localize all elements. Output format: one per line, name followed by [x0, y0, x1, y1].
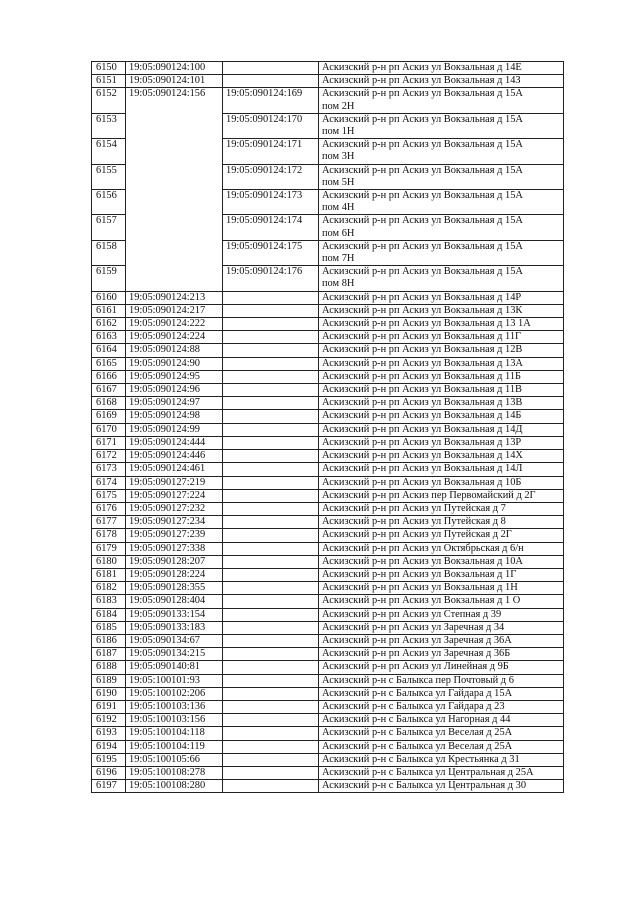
address-cell	[319, 113, 564, 138]
row-number: 6170	[92, 423, 126, 436]
address-line: Аскизский р-н рп Аскиз ул Вокзальная д 15А	[322, 88, 523, 100]
sub-cadastral-number	[223, 621, 319, 634]
address-line: Аскизский р-н рп Аскиз ул Вокзальная д 15А	[322, 266, 523, 278]
table-row	[92, 648, 564, 661]
row-number: 6191	[92, 700, 126, 713]
cadastral-number: 19:05:090127:232	[126, 502, 223, 515]
row-number: 6172	[92, 450, 126, 463]
row-number: 6195	[92, 753, 126, 766]
cadastral-number: 19:05:100103:136	[126, 700, 223, 713]
address-line: Аскизский р-н рп Аскиз ул Заречная д 36Б	[322, 648, 511, 660]
table-row	[92, 502, 564, 515]
document-page	[91, 61, 563, 793]
address-cell	[319, 215, 564, 240]
row-number: 6190	[92, 687, 126, 700]
address-cell	[319, 266, 564, 291]
row-number: 6193	[92, 727, 126, 740]
sub-cadastral-number: 19:05:090124:170	[223, 113, 319, 138]
address-cell	[319, 463, 564, 476]
sub-cadastral-number	[223, 740, 319, 753]
address-cell	[319, 582, 564, 595]
table-row	[92, 190, 564, 215]
address-cell	[319, 700, 564, 713]
table-row	[92, 700, 564, 713]
cadastral-number: 19:05:090124:88	[126, 344, 223, 357]
address-line: Аскизский р-н с Балыкса ул Нагорная д 44	[322, 714, 511, 726]
sub-cadastral-number	[223, 384, 319, 397]
sub-cadastral-number: 19:05:090124:174	[223, 215, 319, 240]
address-cell	[319, 634, 564, 647]
address-cell	[319, 190, 564, 215]
sub-cadastral-number: 19:05:090124:173	[223, 190, 319, 215]
row-number: 6173	[92, 463, 126, 476]
sub-cadastral-number	[223, 344, 319, 357]
address-cell	[319, 344, 564, 357]
cadastral-number: 19:05:100101:93	[126, 674, 223, 687]
sub-cadastral-number	[223, 318, 319, 331]
table-row	[92, 489, 564, 502]
row-number: 6196	[92, 766, 126, 779]
cadastral-number: 19:05:100103:156	[126, 714, 223, 727]
table-row	[92, 780, 564, 793]
sub-cadastral-number	[223, 568, 319, 581]
address-cell	[319, 753, 564, 766]
address-cell	[319, 450, 564, 463]
sub-cadastral-number	[223, 700, 319, 713]
address-cell	[319, 648, 564, 661]
sub-cadastral-number	[223, 714, 319, 727]
cadastral-number: 19:05:090124:90	[126, 357, 223, 370]
address-line: Аскизский р-н рп Аскиз ул Вокзальная д 11Г	[322, 331, 522, 343]
cadastral-number: 19:05:100104:118	[126, 727, 223, 740]
address-line: Аскизский р-н рп Аскиз ул Вокзальная д 13А	[322, 357, 523, 369]
sub-cadastral-number	[223, 463, 319, 476]
cadastral-number: 19:05:090128:224	[126, 568, 223, 581]
row-number: 6163	[92, 331, 126, 344]
sub-cadastral-number	[223, 62, 319, 75]
sub-cadastral-number	[223, 687, 319, 700]
table-row	[92, 331, 564, 344]
row-number: 6184	[92, 608, 126, 621]
address-line: Аскизский р-н рп Аскиз ул Вокзальная д 14Д	[322, 423, 523, 435]
address-line: Аскизский р-н рп Аскиз ул Линейная д 9Б	[322, 661, 509, 673]
cadastral-number: 19:05:090133:154	[126, 608, 223, 621]
cadastral-number: 19:05:090133:183	[126, 621, 223, 634]
address-line: Аскизский р-н рп Аскиз ул Степная д 39	[322, 608, 502, 620]
row-number: 6162	[92, 318, 126, 331]
sub-cadastral-number	[223, 357, 319, 370]
row-number: 6169	[92, 410, 126, 423]
row-number: 6180	[92, 555, 126, 568]
table-row	[92, 516, 564, 529]
address-cell	[319, 318, 564, 331]
address-cell	[319, 621, 564, 634]
sub-cadastral-number: 19:05:090124:172	[223, 164, 319, 189]
table-row	[92, 463, 564, 476]
address-line: Аскизский р-н с Балыкса ул Гайдара д 15А	[322, 687, 513, 699]
sub-cadastral-number	[223, 436, 319, 449]
cadastral-number: 19:05:090134:215	[126, 648, 223, 661]
address-line: Аскизский р-н рп Аскиз ул Вокзальная д 13В	[322, 397, 523, 409]
table-row	[92, 240, 564, 265]
address-cell	[319, 780, 564, 793]
address-cell	[319, 727, 564, 740]
property-register-table	[91, 61, 564, 793]
table-row	[92, 164, 564, 189]
address-cell	[319, 436, 564, 449]
cadastral-number	[126, 215, 223, 240]
address-cell	[319, 397, 564, 410]
cadastral-number	[126, 190, 223, 215]
cadastral-number: 19:05:100108:278	[126, 766, 223, 779]
sub-cadastral-number	[223, 595, 319, 608]
table-row	[92, 423, 564, 436]
address-cell	[319, 608, 564, 621]
row-number: 6151	[92, 75, 126, 88]
row-number: 6181	[92, 568, 126, 581]
address-cell	[319, 62, 564, 75]
address-cell	[319, 568, 564, 581]
sub-cadastral-number	[223, 766, 319, 779]
cadastral-number: 19:05:090124:95	[126, 370, 223, 383]
cadastral-number: 19:05:090124:217	[126, 304, 223, 317]
row-number: 6194	[92, 740, 126, 753]
address-line: Аскизский р-н рп Аскиз ул Вокзальная д 1 О	[322, 595, 521, 607]
sub-cadastral-number	[223, 634, 319, 647]
address-cell	[319, 542, 564, 555]
cadastral-number	[126, 240, 223, 265]
address-line: Аскизский р-н рп Аскиз ул Заречная д 34	[322, 621, 505, 633]
cadastral-number	[126, 113, 223, 138]
table-row	[92, 384, 564, 397]
table-row	[92, 753, 564, 766]
cadastral-number: 19:05:090124:446	[126, 450, 223, 463]
address-cell	[319, 384, 564, 397]
table-row	[92, 113, 564, 138]
cadastral-number: 19:05:090124:100	[126, 62, 223, 75]
table-row	[92, 595, 564, 608]
sub-cadastral-number	[223, 661, 319, 674]
cadastral-number: 19:05:090127:219	[126, 476, 223, 489]
table-row	[92, 621, 564, 634]
cadastral-number: 19:05:100104:119	[126, 740, 223, 753]
address-line: Аскизский р-н рп Аскиз ул Вокзальная д 15А	[322, 139, 523, 151]
sub-cadastral-number	[223, 516, 319, 529]
row-number: 6159	[92, 266, 126, 291]
sub-cadastral-number	[223, 304, 319, 317]
sub-cadastral-number	[223, 727, 319, 740]
address-cell	[319, 304, 564, 317]
address-line: пом 3Н	[322, 151, 355, 163]
address-cell	[319, 661, 564, 674]
sub-cadastral-number	[223, 291, 319, 304]
address-line: Аскизский р-н рп Аскиз ул Путейская д 2Г	[322, 529, 512, 541]
address-cell	[319, 291, 564, 304]
address-line: Аскизский р-н рп Аскиз ул Вокзальная д 13Р	[322, 436, 522, 448]
address-line: Аскизский р-н рп Аскиз ул Заречная д 36А	[322, 634, 512, 646]
table-row	[92, 291, 564, 304]
row-number: 6156	[92, 190, 126, 215]
cadastral-number: 19:05:090127:234	[126, 516, 223, 529]
row-number: 6166	[92, 370, 126, 383]
address-cell	[319, 555, 564, 568]
cadastral-number: 19:05:090124:224	[126, 331, 223, 344]
row-number: 6186	[92, 634, 126, 647]
address-line: пом 4Н	[322, 202, 355, 214]
address-cell	[319, 240, 564, 265]
address-cell	[319, 595, 564, 608]
table-row	[92, 555, 564, 568]
address-line: Аскизский р-н рп Аскиз ул Вокзальная д 11Б	[322, 370, 521, 382]
table-row	[92, 266, 564, 291]
table-row	[92, 344, 564, 357]
sub-cadastral-number	[223, 331, 319, 344]
sub-cadastral-number	[223, 489, 319, 502]
sub-cadastral-number	[223, 648, 319, 661]
address-cell	[319, 357, 564, 370]
address-line: Аскизский р-н с Балыкса пер Почтовый д 6	[322, 674, 514, 686]
cadastral-number: 19:05:090124:101	[126, 75, 223, 88]
sub-cadastral-number	[223, 529, 319, 542]
address-line: Аскизский р-н рп Аскиз ул Вокзальная д 13К	[322, 304, 523, 316]
row-number: 6176	[92, 502, 126, 515]
sub-cadastral-number	[223, 450, 319, 463]
sub-cadastral-number	[223, 410, 319, 423]
sub-cadastral-number	[223, 542, 319, 555]
cadastral-number: 19:05:090128:404	[126, 595, 223, 608]
table-row	[92, 215, 564, 240]
cadastral-number: 19:05:090124:98	[126, 410, 223, 423]
address-line: Аскизский р-н рп Аскиз ул Вокзальная д 15А	[322, 240, 523, 252]
address-cell	[319, 489, 564, 502]
table-row	[92, 139, 564, 164]
address-cell	[319, 529, 564, 542]
row-number: 6182	[92, 582, 126, 595]
table-row	[92, 529, 564, 542]
address-cell	[319, 370, 564, 383]
table-body	[92, 62, 564, 793]
address-cell	[319, 164, 564, 189]
address-cell	[319, 687, 564, 700]
table-row	[92, 674, 564, 687]
row-number: 6152	[92, 88, 126, 113]
address-cell	[319, 88, 564, 113]
table-row	[92, 450, 564, 463]
cadastral-number: 19:05:100102:206	[126, 687, 223, 700]
address-line: пом 6Н	[322, 227, 355, 239]
cadastral-number: 19:05:090127:338	[126, 542, 223, 555]
row-number: 6174	[92, 476, 126, 489]
table-row	[92, 88, 564, 113]
address-line: Аскизский р-н рп Аскиз ул Вокзальная д 15А	[322, 190, 523, 202]
row-number: 6153	[92, 113, 126, 138]
table-row	[92, 542, 564, 555]
row-number: 6189	[92, 674, 126, 687]
row-number: 6178	[92, 529, 126, 542]
address-line: Аскизский р-н рп Аскиз ул Вокзальная д 1Н	[322, 582, 518, 594]
cadastral-number: 19:05:090124:222	[126, 318, 223, 331]
sub-cadastral-number	[223, 753, 319, 766]
row-number: 6197	[92, 780, 126, 793]
table-row	[92, 397, 564, 410]
sub-cadastral-number	[223, 555, 319, 568]
cadastral-number: 19:05:090134:67	[126, 634, 223, 647]
sub-cadastral-number	[223, 75, 319, 88]
table-row	[92, 318, 564, 331]
address-line: Аскизский р-н с Балыкса ул Гайдара д 23	[322, 700, 505, 712]
address-line: Аскизский р-н с Балыкса ул Центральная д 30	[322, 780, 527, 792]
address-line: Аскизский р-н рп Аскиз ул Путейская д 8	[322, 516, 506, 528]
row-number: 6179	[92, 542, 126, 555]
sub-cadastral-number: 19:05:090124:169	[223, 88, 319, 113]
cadastral-number: 19:05:100105:66	[126, 753, 223, 766]
sub-cadastral-number	[223, 582, 319, 595]
address-line: Аскизский р-н рп Аскиз ул Вокзальная д 1Г	[322, 568, 517, 580]
address-line: пом 2Н	[322, 100, 355, 112]
sub-cadastral-number	[223, 476, 319, 489]
table-row	[92, 740, 564, 753]
table-row	[92, 568, 564, 581]
sub-cadastral-number	[223, 674, 319, 687]
cadastral-number	[126, 139, 223, 164]
cadastral-number	[126, 164, 223, 189]
address-line: Аскизский р-н с Балыкса ул Веселая д 25А	[322, 727, 513, 739]
row-number: 6157	[92, 215, 126, 240]
address-cell	[319, 740, 564, 753]
address-line: пом 5Н	[322, 176, 355, 188]
table-row	[92, 476, 564, 489]
table-row	[92, 410, 564, 423]
row-number: 6168	[92, 397, 126, 410]
address-cell	[319, 331, 564, 344]
table-row	[92, 62, 564, 75]
row-number: 6164	[92, 344, 126, 357]
address-line: Аскизский р-н рп Аскиз ул Вокзальная д 10Б	[322, 476, 522, 488]
table-row	[92, 608, 564, 621]
table-row	[92, 727, 564, 740]
sub-cadastral-number: 19:05:090124:175	[223, 240, 319, 265]
sub-cadastral-number: 19:05:090124:176	[223, 266, 319, 291]
sub-cadastral-number	[223, 502, 319, 515]
address-line: Аскизский р-н рп Аскиз ул Вокзальная д 10А	[322, 555, 523, 567]
address-line: Аскизский р-н с Балыкса ул Центральная д 25А	[322, 766, 534, 778]
address-line: Аскизский р-н рп Аскиз ул Вокзальная д 13 1А	[322, 318, 531, 330]
address-line: пом 7Н	[322, 253, 355, 265]
cadastral-number: 19:05:090128:355	[126, 582, 223, 595]
address-line: Аскизский р-н рп Аскиз ул Вокзальная д 14Х	[322, 450, 523, 462]
cadastral-number: 19:05:090124:99	[126, 423, 223, 436]
address-line: Аскизский р-н рп Аскиз ул Вокзальная д 11В	[322, 384, 522, 396]
address-cell	[319, 516, 564, 529]
table-row	[92, 714, 564, 727]
address-line: Аскизский р-н рп Аскиз ул Вокзальная д 14Е	[322, 62, 522, 73]
table-row	[92, 304, 564, 317]
cadastral-number: 19:05:100108:280	[126, 780, 223, 793]
table-row	[92, 687, 564, 700]
row-number: 6171	[92, 436, 126, 449]
address-cell	[319, 502, 564, 515]
row-number: 6150	[92, 62, 126, 75]
sub-cadastral-number: 19:05:090124:171	[223, 139, 319, 164]
address-cell	[319, 423, 564, 436]
row-number: 6175	[92, 489, 126, 502]
row-number: 6167	[92, 384, 126, 397]
cadastral-number: 19:05:090140:81	[126, 661, 223, 674]
sub-cadastral-number	[223, 423, 319, 436]
table-row	[92, 582, 564, 595]
address-line: Аскизский р-н рп Аскиз ул Вокзальная д 14Б	[322, 410, 522, 422]
sub-cadastral-number	[223, 370, 319, 383]
table-row	[92, 357, 564, 370]
address-cell	[319, 410, 564, 423]
address-line: Аскизский р-н рп Аскиз ул Вокзальная д 14З	[322, 75, 521, 87]
row-number: 6185	[92, 621, 126, 634]
address-line: пом 1Н	[322, 126, 355, 138]
row-number: 6160	[92, 291, 126, 304]
cadastral-number: 19:05:090124:97	[126, 397, 223, 410]
row-number: 6183	[92, 595, 126, 608]
address-line: Аскизский р-н рп Аскиз ул Путейская д 7	[322, 502, 506, 514]
cadastral-number: 19:05:090127:239	[126, 529, 223, 542]
address-line: Аскизский р-н рп Аскиз ул Вокзальная д 12В	[322, 344, 523, 356]
table-row	[92, 436, 564, 449]
address-line: Аскизский р-н рп Аскиз ул Вокзальная д 14Л	[322, 463, 523, 475]
row-number: 6187	[92, 648, 126, 661]
cadastral-number: 19:05:090124:461	[126, 463, 223, 476]
cadastral-number: 19:05:090128:207	[126, 555, 223, 568]
row-number: 6158	[92, 240, 126, 265]
row-number: 6165	[92, 357, 126, 370]
table-row	[92, 661, 564, 674]
row-number: 6188	[92, 661, 126, 674]
address-line: Аскизский р-н рп Аскиз пер Первомайский д 2Г	[322, 489, 536, 501]
cadastral-number: 19:05:090124:96	[126, 384, 223, 397]
row-number: 6192	[92, 714, 126, 727]
cadastral-number	[126, 266, 223, 291]
table-row	[92, 75, 564, 88]
table-row	[92, 766, 564, 779]
sub-cadastral-number	[223, 780, 319, 793]
row-number: 6177	[92, 516, 126, 529]
row-number: 6161	[92, 304, 126, 317]
sub-cadastral-number	[223, 608, 319, 621]
cadastral-number: 19:05:090124:213	[126, 291, 223, 304]
cadastral-number: 19:05:090124:444	[126, 436, 223, 449]
address-cell	[319, 139, 564, 164]
cadastral-number: 19:05:090124:156	[126, 88, 223, 113]
address-cell	[319, 75, 564, 88]
address-cell	[319, 674, 564, 687]
address-line: Аскизский р-н с Балыкса ул Веселая д 25А	[322, 740, 513, 752]
address-line: Аскизский р-н рп Аскиз ул Вокзальная д 15А	[322, 113, 523, 125]
address-line: Аскизский р-н с Балыкса ул Крестьянка д 31	[322, 753, 520, 765]
address-cell	[319, 476, 564, 489]
address-line: Аскизский р-н рп Аскиз ул Вокзальная д 15А	[322, 215, 523, 227]
table-row	[92, 370, 564, 383]
address-line: Аскизский р-н рп Аскиз ул Вокзальная д 15А	[322, 164, 523, 176]
cadastral-number: 19:05:090127:224	[126, 489, 223, 502]
address-line: Аскизский р-н рп Аскиз ул Вокзальная д 14Р	[322, 291, 522, 303]
row-number: 6154	[92, 139, 126, 164]
address-line: пом 8Н	[322, 278, 355, 290]
table-row	[92, 634, 564, 647]
address-cell	[319, 766, 564, 779]
sub-cadastral-number	[223, 397, 319, 410]
row-number: 6155	[92, 164, 126, 189]
address-cell	[319, 714, 564, 727]
address-line: Аскизский р-н рп Аскиз ул Октябрьская д 6/н	[322, 542, 524, 554]
